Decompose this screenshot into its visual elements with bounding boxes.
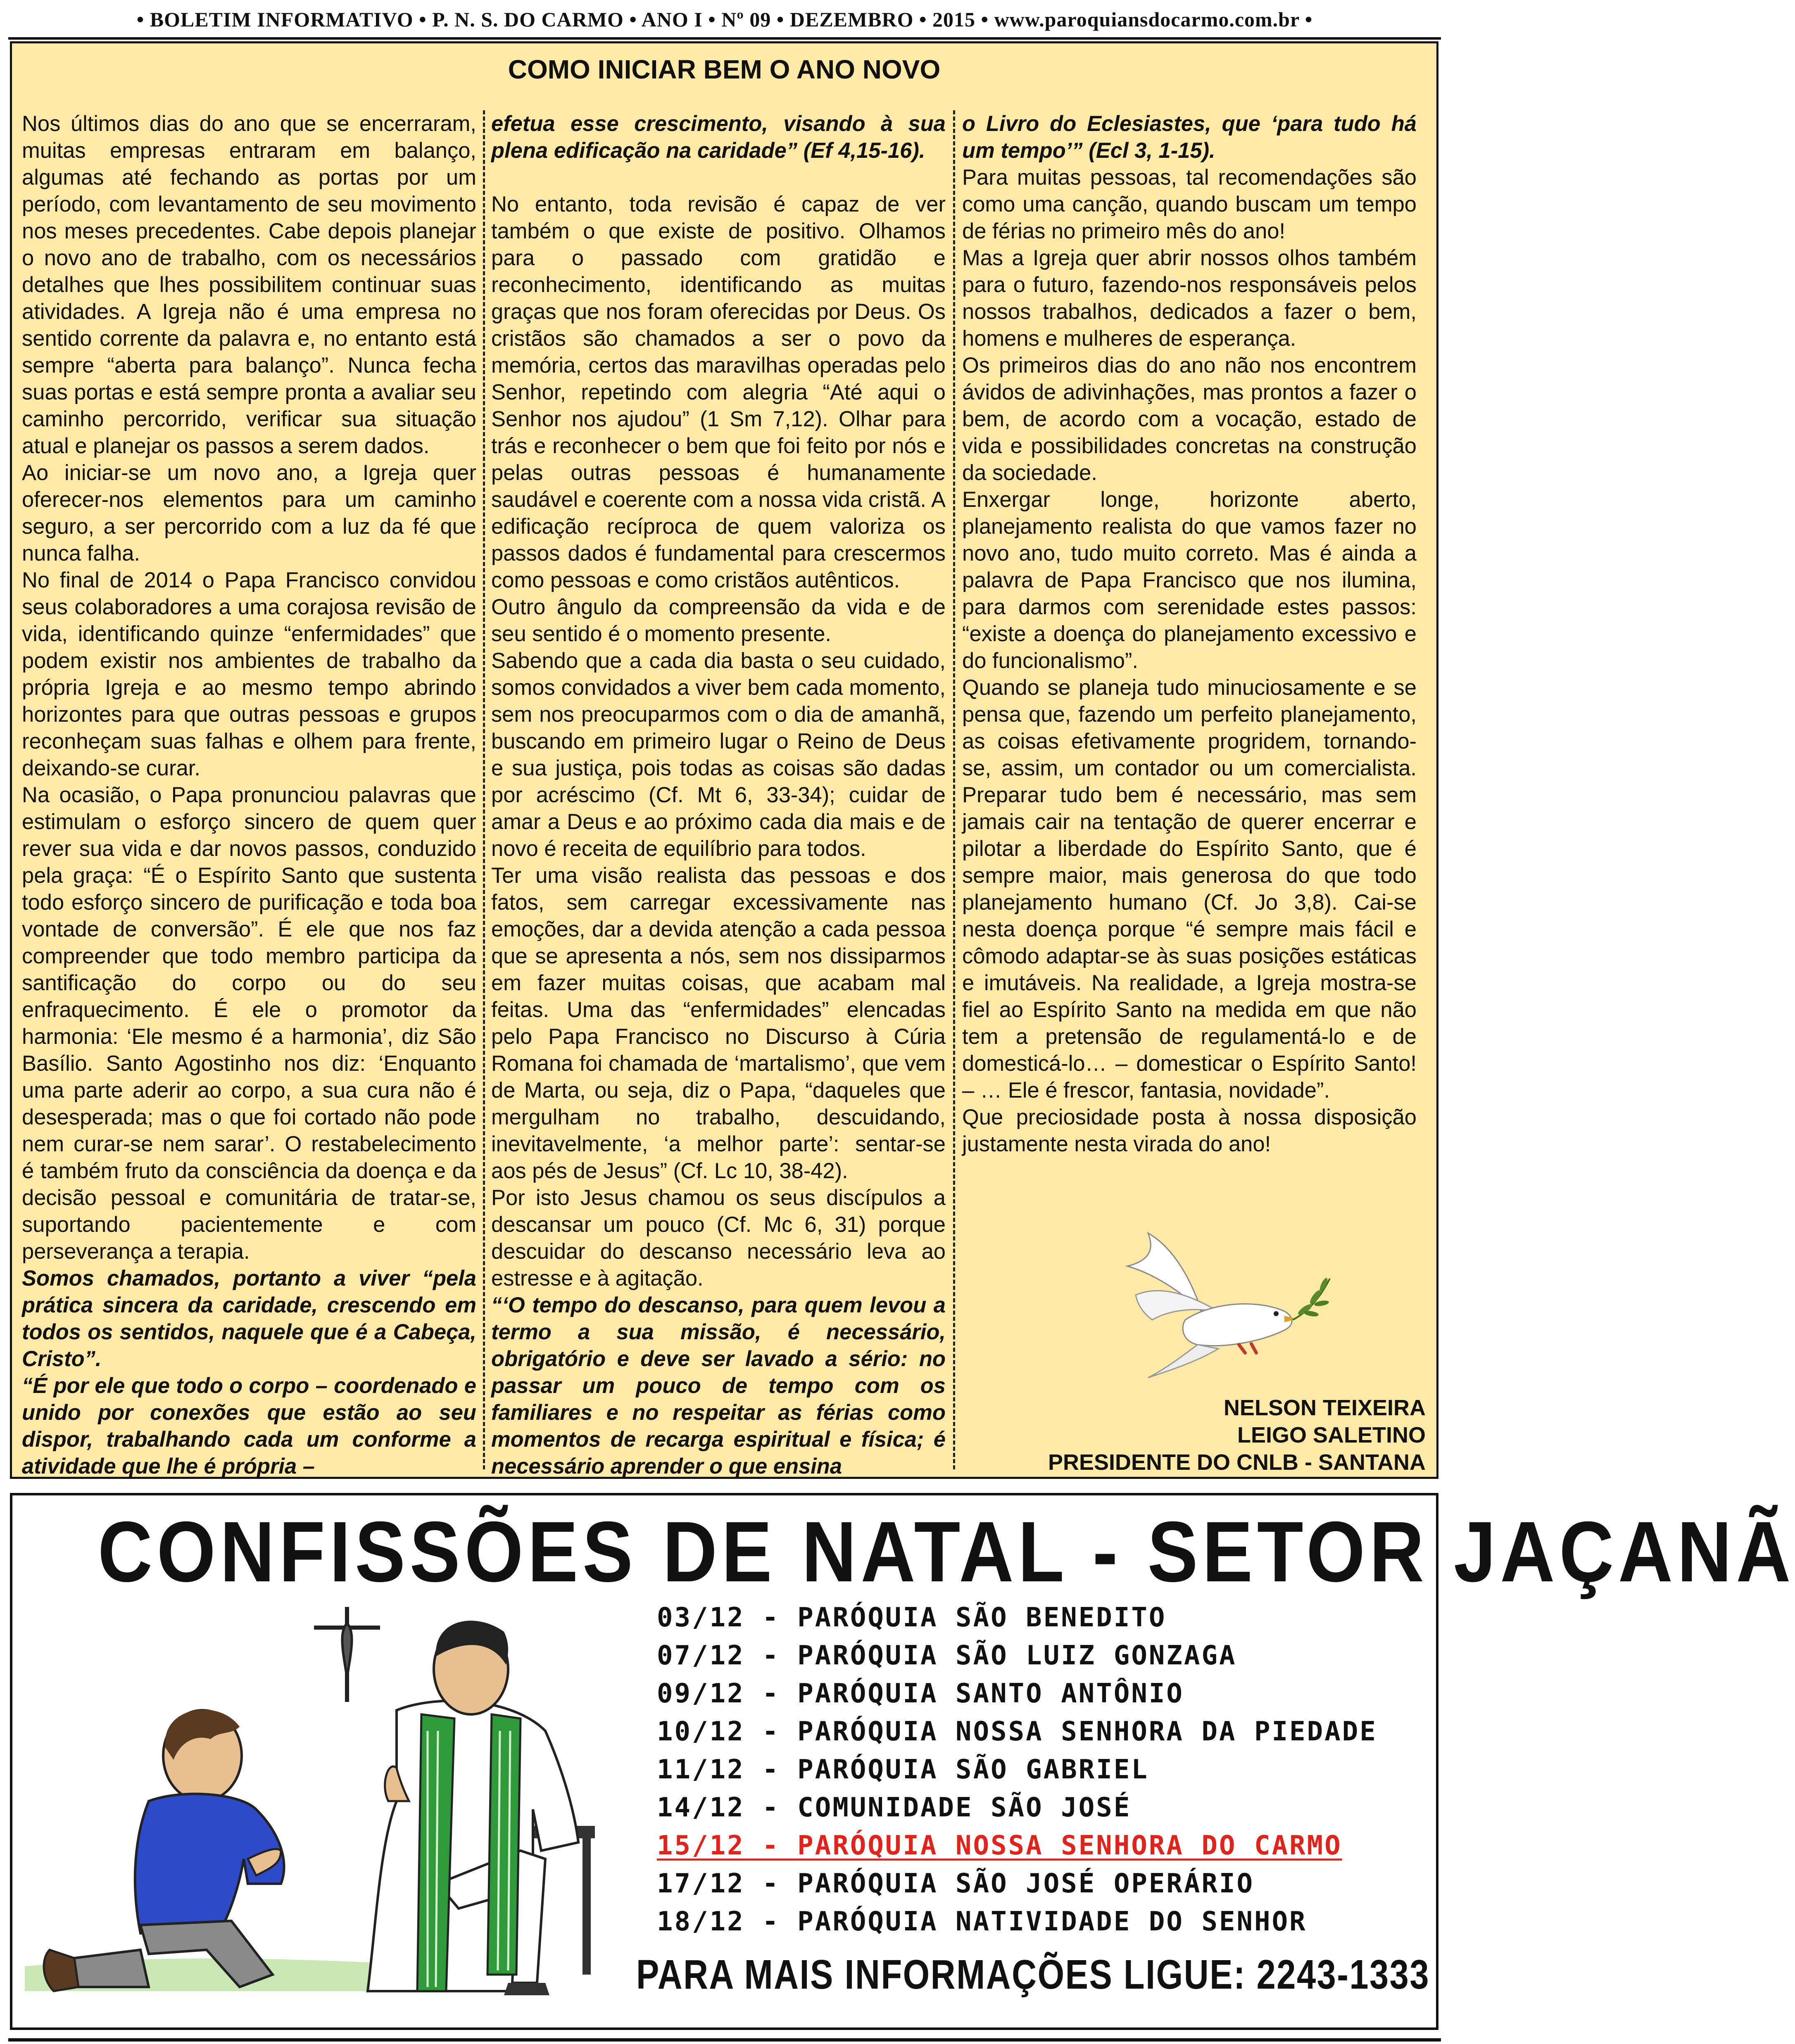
paragraph: Ter uma visão realista das pessoas e dos fatos, sem carregar excessivamente nas emoções, dar a devida atenção a cada pessoa que se apresenta a nós, sem nos dissiparmos em fazer muitas coisas, que acabam mal feitas. Uma das “enfermidades” elencadas pelo Papa Francisco no Discurso à Cúria Romana foi chamada de ‘martalismo’, que vem de Marta, ou seja, diz o Papa, “daqueles que mergulham no trabalho, descuidando, inevitavelmente, ‘a melhor parte’: sentar-se aos pés de Jesus” (Cf. Lc 10, 38-42). xyxy=(491,863,946,1183)
schedule-item: 17/12 - PARÓQUIA SÃO JOSÉ OPERÁRIO xyxy=(657,1868,1255,1899)
ad-contact: PARA MAIS INFORMAÇÕES LIGUE: 2243-1333 xyxy=(636,1951,1430,1998)
article-box xyxy=(10,41,1438,1479)
column-2 xyxy=(491,110,946,1478)
paragraph: Os primeiros dias do ano não nos encontrem ávidos de adivinhações, mas prontos a fazer o bem, de acordo com a vocação, estado de vida e possibilidades concretas na construção da sociedade. xyxy=(962,353,1417,485)
column-1 xyxy=(22,110,476,1478)
schedule-item: 09/12 - PARÓQUIA SANTO ANTÔNIO xyxy=(657,1678,1184,1709)
article-title: COMO INICIAR BEM O ANO NOVO xyxy=(508,55,941,84)
paragraph: No final de 2014 o Papa Francisco convidou seus colaboradores a uma corajosa revisão de vida, identificando quinze “enfermidades” que podem existir nos ambientes de trabalho da própria Igreja e ao mesmo tempo abrindo horizontes para que outras pessoas e grupos reconheçam suas falhas e olhem para frente, deixando-se curar. xyxy=(22,568,476,780)
paragraph: Para muitas pessoas, tal recomendações são como uma canção, quando buscam um tempo de férias no primeiro mês do ano! xyxy=(962,165,1417,243)
schedule-item: 11/12 - PARÓQUIA SÃO GABRIEL xyxy=(657,1754,1149,1785)
header-text: • BOLETIM INFORMATIVO • P. N. S. DO CARMO • ANO I • Nº 09 • DEZEMBRO • 2015 • www.paroquiansdocarmo.com.br • xyxy=(136,8,1313,31)
signature xyxy=(1048,1394,1426,1476)
paragraph: “‘O tempo do descanso, para quem levou a termo a sua missão, é necessário, obrigatório e deve ser lavado a sério: no passar um pouco de tempo com os familiares e no respeitar as férias como momentos de recarga espiritual e física; é necessário aprender o que ensina xyxy=(491,1293,946,1478)
paragraph: Outro ângulo da compreensão da vida e de seu sentido é o momento presente. xyxy=(491,595,946,646)
bottom-rule xyxy=(8,2038,1441,2042)
confession-illustration-icon xyxy=(25,1595,636,2020)
column-divider xyxy=(483,110,485,1469)
paragraph: o Livro do Eclesiastes, que ‘para tudo há um tempo’” (Ecl 3, 1-15). xyxy=(962,112,1417,163)
paragraph: Sabendo que a cada dia basta o seu cuidado, somos convidados a viver bem cada momento, sem nos preocuparmos com o dia de amanhã, buscando em primeiro lugar o Reino de Deus e sua justiça, pois todas as coisas são dadas por acréscimo (Cf. Mt 6, 33-34); cuidar de amar a Deus e ao próximo cada dia mais e de novo é receita de equilíbrio para todos. xyxy=(491,649,946,861)
signature-name: NELSON TEIXEIRA xyxy=(1223,1395,1426,1420)
ad-title: CONFISSÕES DE NATAL - SETOR JAÇANÃ xyxy=(97,1504,1795,1600)
header-bar xyxy=(8,0,1441,40)
paragraph: “É por ele que todo o corpo – coordenado e unido por conexões que estão ao seu dispor, trabalhando cada um conforme a atividade que lhe é própria – xyxy=(22,1374,476,1478)
paragraph: Mas a Igreja quer abrir nossos olhos também para o futuro, fazendo-nos responsáveis pelos nossos trabalhos, dedicados a fazer o bem, homens e mulheres de esperança. xyxy=(962,246,1417,351)
column-divider xyxy=(953,110,955,1469)
paragraph: Enxergar longe, horizonte aberto, planejamento realista do que vamos fazer no novo ano, tudo muito correto. Mas é ainda a palavra de Papa Francisco que nos ilumina, para darmos com serenidade estes passos: “existe a doença do planejamento excessivo e do funcionalismo”. xyxy=(962,487,1417,673)
dove-with-olive-branch-icon xyxy=(1103,1225,1334,1386)
paragraph: Por isto Jesus chamou os seus discípulos a descansar um pouco (Cf. Mc 6, 31) porque descuidar do descanso necessário leva ao estresse e à agitação. xyxy=(491,1186,946,1291)
paragraph: Na ocasião, o Papa pronunciou palavras que estimulam o esforço sincero de quem quer rever sua vida e dar novos passos, conduzido pela graça: “É o Espírito Santo que sustenta todo esforço sincero de purificação e toda boa vontade de conversão”. É ele que nos faz compreender que todo membro participa da santificação do corpo ou do seu enfraquecimento. É ele o promotor da harmonia: ‘Ele mesmo é a harmonia’, diz São Basílio. Santo Agostinho nos diz: ‘Enquanto uma parte aderir ao corpo, a sua cura não é desesperada; mas o que foi cortado não pode nem curar-se nem sarar’. O restabelecimento é também fruto da consciência da doença e da decisão pessoal e comunitária de tratar-se, suportando pacientemente e com perseverança a terapia. xyxy=(22,783,476,1264)
schedule-list xyxy=(657,1599,1377,1941)
signature-title: PRESIDENTE DO CNLB - SANTANA xyxy=(1048,1450,1426,1475)
schedule-item: 07/12 - PARÓQUIA SÃO LUIZ GONZAGA xyxy=(657,1640,1237,1671)
schedule-item: 18/12 - PARÓQUIA NATIVIDADE DO SENHOR xyxy=(657,1906,1307,1937)
paragraph: Ao iniciar-se um novo ano, a Igreja quer oferecer-nos elementos para um caminho seguro, a ser percorrido com a luz da fé que nunca falha. xyxy=(22,461,476,566)
schedule-item: 14/12 - COMUNIDADE SÃO JOSÉ xyxy=(657,1792,1132,1823)
paragraph: No entanto, toda revisão é capaz de ver também o que existe de positivo. Olhamos para o passado com gratidão e reconhecimento, identificando as muitas graças que nos foram oferecidas por Deus. Os cristãos são chamados a ser o povo da memória, certos das maravilhas operadas pelo Senhor, repetindo com alegria “Até aqui o Senhor nos ajudou” (1 Sm 7,12). Olhar para trás e reconhecer o bem que foi feito por nós e pelas outras pessoas é humanamente saudável e coerente com a nossa vida cristã. A edificação recíproca de quem valoriza os passos dados é fundamental para crescermos como pessoas e como cristãos autênticos. xyxy=(491,192,946,592)
paragraph: Que preciosidade posta à nossa disposição justamente nesta virada do ano! xyxy=(962,1105,1417,1156)
schedule-item-highlighted: 15/12 - PARÓQUIA NOSSA SENHORA DO CARMO xyxy=(657,1830,1342,1861)
paragraph: Somos chamados, portanto a viver “pela prática sincera da caridade, crescendo em todos os sentidos, naquele que é a Cabeça, Cristo”. xyxy=(22,1266,476,1371)
schedule-item: 03/12 - PARÓQUIA SÃO BENEDITO xyxy=(657,1602,1167,1633)
paragraph: Nos últimos dias do ano que se encerraram, muitas empresas entraram em balanço, algumas até fechando as portas por um período, com levantamento de seu movimento nos meses precedentes. Cabe depois planejar o novo ano de trabalho, com os necessários detalhes que lhes possibilitem continuar suas atividades. A Igreja não é uma empresa no sentido corrente da palavra e, no entanto está sempre “aberta para balanço”. Nunca fecha suas portas e está sempre pronta a avaliar seu caminho percorrido, verificar sua situação atual e planejar os passos a serem dados. xyxy=(22,112,476,458)
signature-role: LEIGO SALETINO xyxy=(1237,1423,1426,1447)
schedule-item: 10/12 - PARÓQUIA NOSSA SENHORA DA PIEDADE xyxy=(657,1716,1377,1747)
paragraph: Quando se planeja tudo minuciosamente e se pensa que, fazendo um perfeito planejamento, as coisas efetivamente progridem, tornando-se, assim, um contador ou um comercialista. Preparar tudo bem é necessário, mas sem jamais cair na tentação de querer encerrar e pilotar a liberdade do Espírito Santo, que é sempre maior, mais generosa do que todo planejamento humano (Cf. Jo 3,8). Cai-se nesta doença porque “é sempre mais fácil e cômodo adaptar-se às suas posições estáticas e imutáveis. Na realidade, a Igreja mostra-se fiel ao Espírito Santo na medida em que não tem a pretensão de regulamentá-lo e de domesticá-lo… – domesticar o Espírito Santo! – … Ele é frescor, fantasia, novidade”. xyxy=(962,675,1417,1103)
confession-ad xyxy=(10,1493,1795,2030)
paragraph: efetua esse crescimento, visando à sua plena edificação na caridade” (Ef 4,15-16). xyxy=(491,112,946,163)
